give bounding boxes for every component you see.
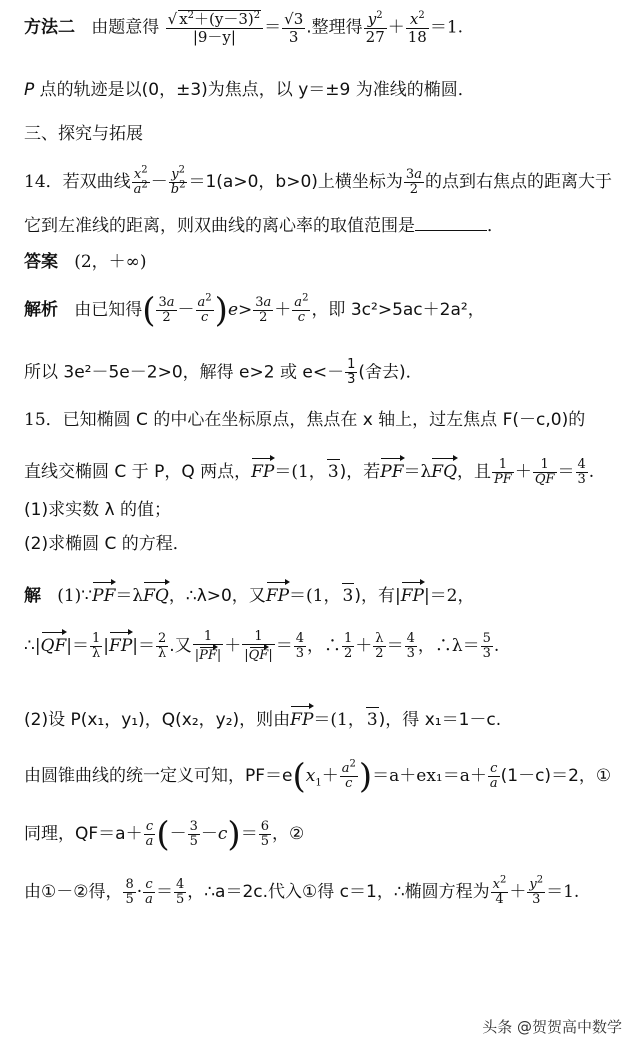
solution-15-line-3: (2)设 P(x₁，y₁)，Q(x₂，y₂)，则由FP＝(1， 3)，得 x₁＝1－c. [24, 704, 501, 732]
question-15-line-2: 直线交椭圆 C 于 P，Q 两点，FP＝(1， 3)，若PF＝λFQ，且 $\frac{1}{PF}$ ＋ $\frac{1}{QF}$ ＝ $\frac{4}{3}$ . [24, 457, 595, 487]
solution-15-line-6: 由①－②得， $\frac{8}{5}$ · $\frac{c}{a}$ ＝ $\frac{4}{5}$ ，∴a＝2c.代入①得 c＝1，∴椭圆方程为 $\frac{x^2}{4}$ ＋ $\frac{y^2}{3}$ ＝1. [24, 874, 580, 907]
method-two-label: 方法二 [24, 17, 75, 38]
question-15-line-1: 15．已知椭圆 C 的中心在坐标原点，焦点在 x 轴上，过左焦点 F(－c,0)的 [24, 410, 586, 430]
question-14-line-2: 它到左准线的距离，则双曲线的离心率的取值范围是 ． [24, 216, 504, 236]
solution-15-line-2: ∴|QF|＝ $\frac{1}{\lambda}$ |FP|＝ $\frac{2}{\lambda}$ .又 $\frac{1}{|PF|}$ ＋ $\frac{1}{|QF|}$ ＝ $\frac{4}{3}$ ，∴ $\frac{1}{2}$ ＋ $\frac{\lambda}{2}$ ＝ $\frac{4}{3}$ ，∴λ＝ $\frac{5}{3}$ . [24, 629, 500, 663]
solution-15-line-5: 同理，QF＝a＋ $\frac{c}{a}$ (－ $\frac{3}{5}$ －c)＝ $\frac{6}{5}$ ，② [24, 814, 305, 855]
answer-line: 答案 (2，＋∞) [24, 252, 147, 272]
inequality-line: 所以 3e²－5e－2>0，解得 e>2 或 e<－ $\frac{1}{3}$ (舍去)． [24, 357, 423, 387]
answer-blank [415, 214, 487, 231]
question-14-line-1: 14．若双曲线 $\frac{x^2}{a^2}$ － $\frac{y^2}{b^2}$ ＝1(a>0，b>0)上横坐标为 $\frac{3a}{2}$ 的点到右焦点的距离大于 [24, 164, 612, 197]
question-15-part-1: (1)求实数 λ 的值； [24, 500, 171, 520]
analysis-line: 解析 由已知得( $\frac{3a}{2}$ － $\frac{a^2}{c}$ )e> $\frac{3a}{2}$ ＋ $\frac{a^2}{c}$ ，即 3c²>5ac＋2a²， [24, 290, 485, 331]
distance-ratio-fraction: $\frac{√ x^2+(y-3)^2}{|9-y|}$ [166, 10, 264, 46]
watermark: 头条 @贺贺高中数学 [482, 1018, 622, 1036]
method-two-line: 方法二 由题意得 $\frac{√ x^2+(y-3)^2}{|9-y|}$ ＝ $\frac{√3}{3}$ .整理得 $\frac{y^2}{27}$ ＋ $\frac{x^2}{18}$ ＝1. [24, 9, 464, 46]
locus-line: P 点的轨迹是以(0，±3)为焦点，以 y＝±9 为准线的椭圆． [24, 80, 475, 100]
question-15-part-2: (2)求椭圆 C 的方程． [24, 534, 190, 554]
section-heading: 三、探究与拓展 [24, 124, 143, 144]
solution-15-line-1: 解 (1)∵PF＝λFQ，∴λ>0，又FP＝(1， 3)，有|FP|＝2， [24, 580, 474, 608]
method-two-text: 由题意得 [91, 17, 160, 38]
solution-15-line-4: 由圆锥曲线的统一定义可知，$PF=e(x_1+$ $\frac{a^2}{c}$ )＝a＋ex₁＝a＋ $\frac{c}{a}$ (1－c)＝2，① [24, 756, 612, 797]
